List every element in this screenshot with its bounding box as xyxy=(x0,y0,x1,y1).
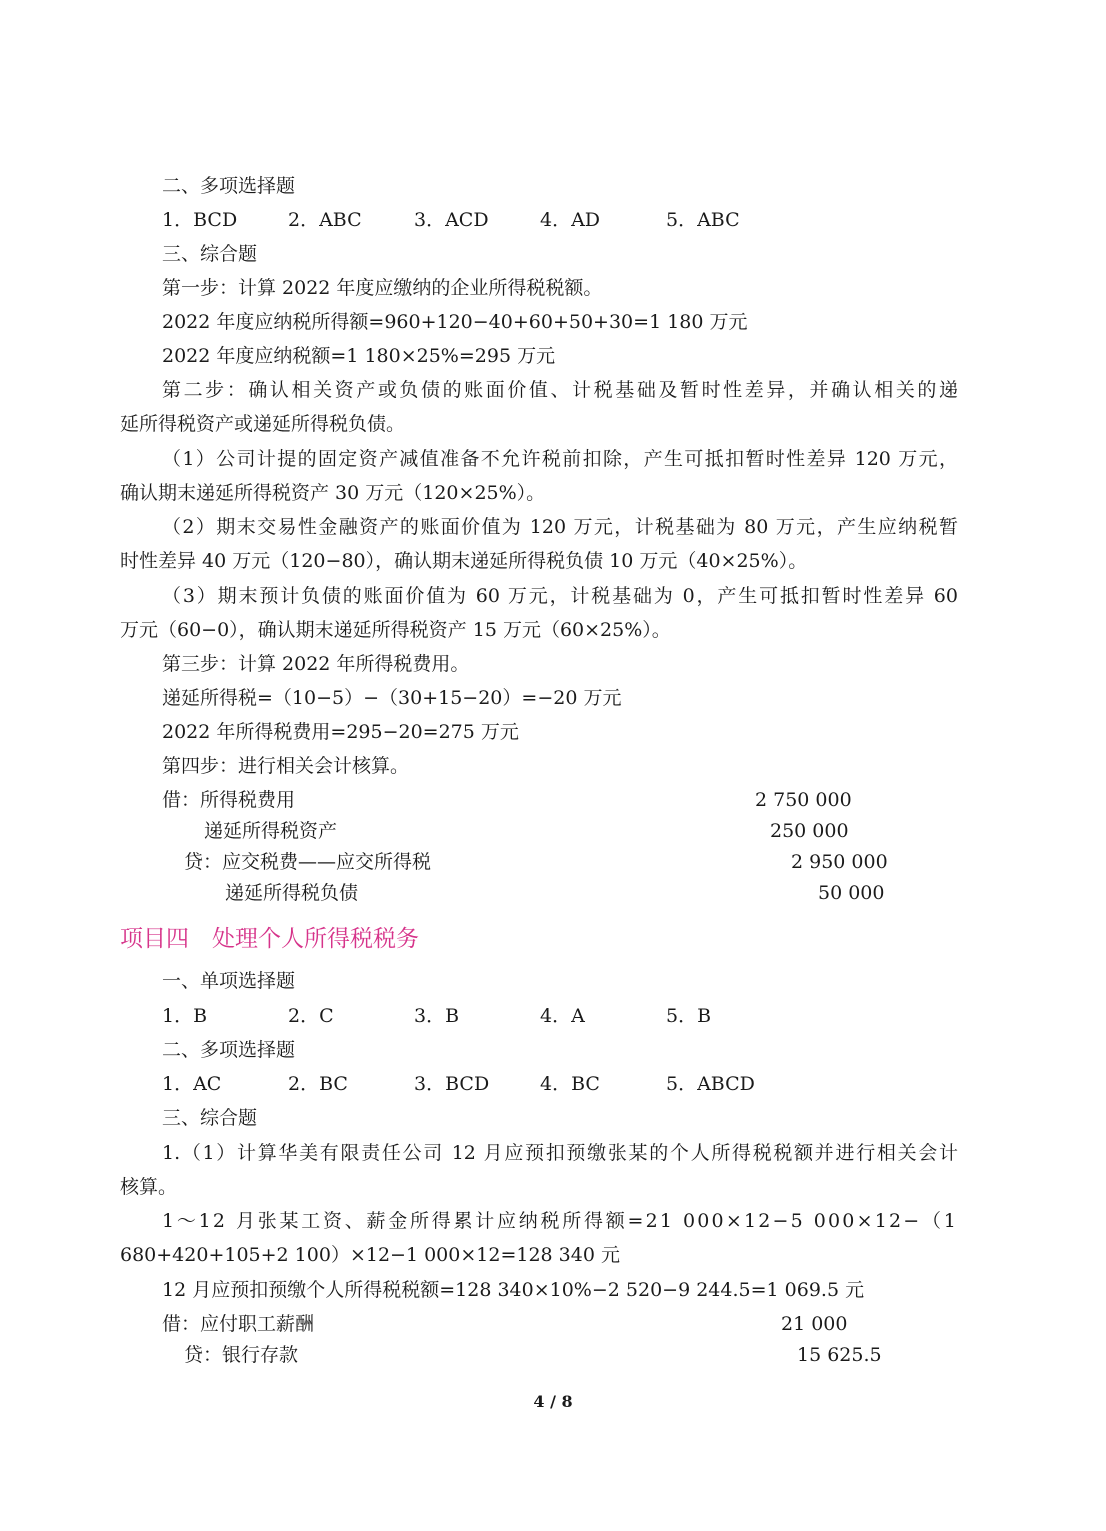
step-two-line1: 第二步：确认相关资产或负债的账面价值、计税基础及暂时性差异，并确认相关的递 xyxy=(162,379,958,401)
answer-item: 2．BC xyxy=(288,1073,348,1095)
answer-item: 2．C xyxy=(288,1005,334,1027)
item-3-line2: 万元（60−0），确认期末递延所得税资产 15 万元（60×25%）。 xyxy=(120,619,671,641)
question-1-line1: 1.（1）计算华美有限责任公司 12 月应预扣预缴张某的个人所得税税额并进行相关会计 xyxy=(162,1142,958,1164)
section-heading-single-choice: 一、单项选择题 xyxy=(162,970,296,992)
answer-item: 3．ACD xyxy=(414,209,489,231)
calc-tax-payable: 2022 年度应纳税额=1 180×25%=295 万元 xyxy=(162,345,556,367)
answer-item: 3．B xyxy=(414,1005,460,1027)
answer-item: 5．ABC xyxy=(666,209,740,231)
journal-amount: 15 625.5 xyxy=(797,1344,882,1366)
answer-item: 1．AC xyxy=(162,1073,222,1095)
journal-debit-deferred-tax-asset: 递延所得税资产 xyxy=(204,820,338,842)
project-heading: 项目四 处理个人所得税税务 xyxy=(120,926,419,952)
answer-item: 5．B xyxy=(666,1005,712,1027)
step-three: 第三步：计算 2022 年所得税费用。 xyxy=(162,653,470,675)
step-two-line2: 延所得税资产或递延所得税负债。 xyxy=(120,413,406,435)
section-heading-comprehensive: 三、综合题 xyxy=(162,1107,258,1129)
journal-amount: 2 950 000 xyxy=(791,851,888,873)
journal-credit-deferred-tax-liability: 递延所得税负债 xyxy=(225,882,359,904)
journal-amount: 50 000 xyxy=(818,882,885,904)
item-2-line2: 时性差异 40 万元（120−80），确认期末递延所得税负债 10 万元（40×25%）。 xyxy=(120,550,808,572)
answer-item: 2．ABC xyxy=(288,209,362,231)
question-1-calc-line3: 12 月应预扣预缴个人所得税税额=128 340×10%−2 520−9 244.5=1 069.5 元 xyxy=(162,1279,865,1301)
item-2-line1: （2）期末交易性金融资产的账面价值为 120 万元，计税基础为 80 万元，产生应纳税暂 xyxy=(162,516,958,538)
section-heading-comprehensive: 三、综合题 xyxy=(162,243,258,265)
calc-taxable-income: 2022 年度应纳税所得额=960+120−40+60+50+30=1 180 万元 xyxy=(162,311,748,333)
journal-amount: 21 000 xyxy=(781,1313,848,1335)
answer-item: 5．ABCD xyxy=(666,1073,755,1095)
question-1-line2: 核算。 xyxy=(120,1176,178,1198)
item-3-line1: （3）期末预计负债的账面价值为 60 万元，计税基础为 0，产生可抵扣暂时性差异 60 xyxy=(162,585,958,607)
item-1-line2: 确认期末递延所得税资产 30 万元（120×25%）。 xyxy=(120,482,546,504)
calc-income-tax-expense: 2022 年所得税费用=295−20=275 万元 xyxy=(162,721,519,743)
answer-item: 3．BCD xyxy=(414,1073,490,1095)
answer-item: 1．B xyxy=(162,1005,208,1027)
journal-amount: 250 000 xyxy=(770,820,849,842)
section-heading-multi-choice: 二、多项选择题 xyxy=(162,1039,296,1061)
answer-item: 4．AD xyxy=(540,209,601,231)
journal-amount: 2 750 000 xyxy=(755,789,852,811)
journal-debit-income-tax-expense: 借：所得税费用 xyxy=(162,789,296,811)
page-number: 4 / 8 xyxy=(533,1392,573,1411)
journal-credit-tax-payable: 贷：应交税费——应交所得税 xyxy=(184,851,432,873)
journal-credit-bank-deposit: 贷：银行存款 xyxy=(184,1344,299,1366)
question-1-calc-line2: 680+420+105+2 100）×12−1 000×12=128 340 元 xyxy=(120,1244,620,1266)
answer-item: 1．BCD xyxy=(162,209,238,231)
calc-deferred-tax: 递延所得税=（10−5）−（30+15−20）=−20 万元 xyxy=(162,687,622,709)
question-1-calc-line1: 1～12 月张某工资、薪金所得累计应纳税所得额=21 000×12−5 000×12−（1 xyxy=(162,1210,958,1232)
answer-item: 4．BC xyxy=(540,1073,600,1095)
item-1-line1: （1）公司计提的固定资产减值准备不允许税前扣除，产生可抵扣暂时性差异 120 万元， xyxy=(162,448,958,470)
step-one: 第一步：计算 2022 年度应缴纳的企业所得税税额。 xyxy=(162,277,603,299)
journal-debit-payroll-payable: 借：应付职工薪酬 xyxy=(162,1313,315,1335)
section-heading-multi-choice: 二、多项选择题 xyxy=(162,175,296,197)
answer-item: 4．A xyxy=(540,1005,585,1027)
step-four: 第四步：进行相关会计核算。 xyxy=(162,755,410,777)
